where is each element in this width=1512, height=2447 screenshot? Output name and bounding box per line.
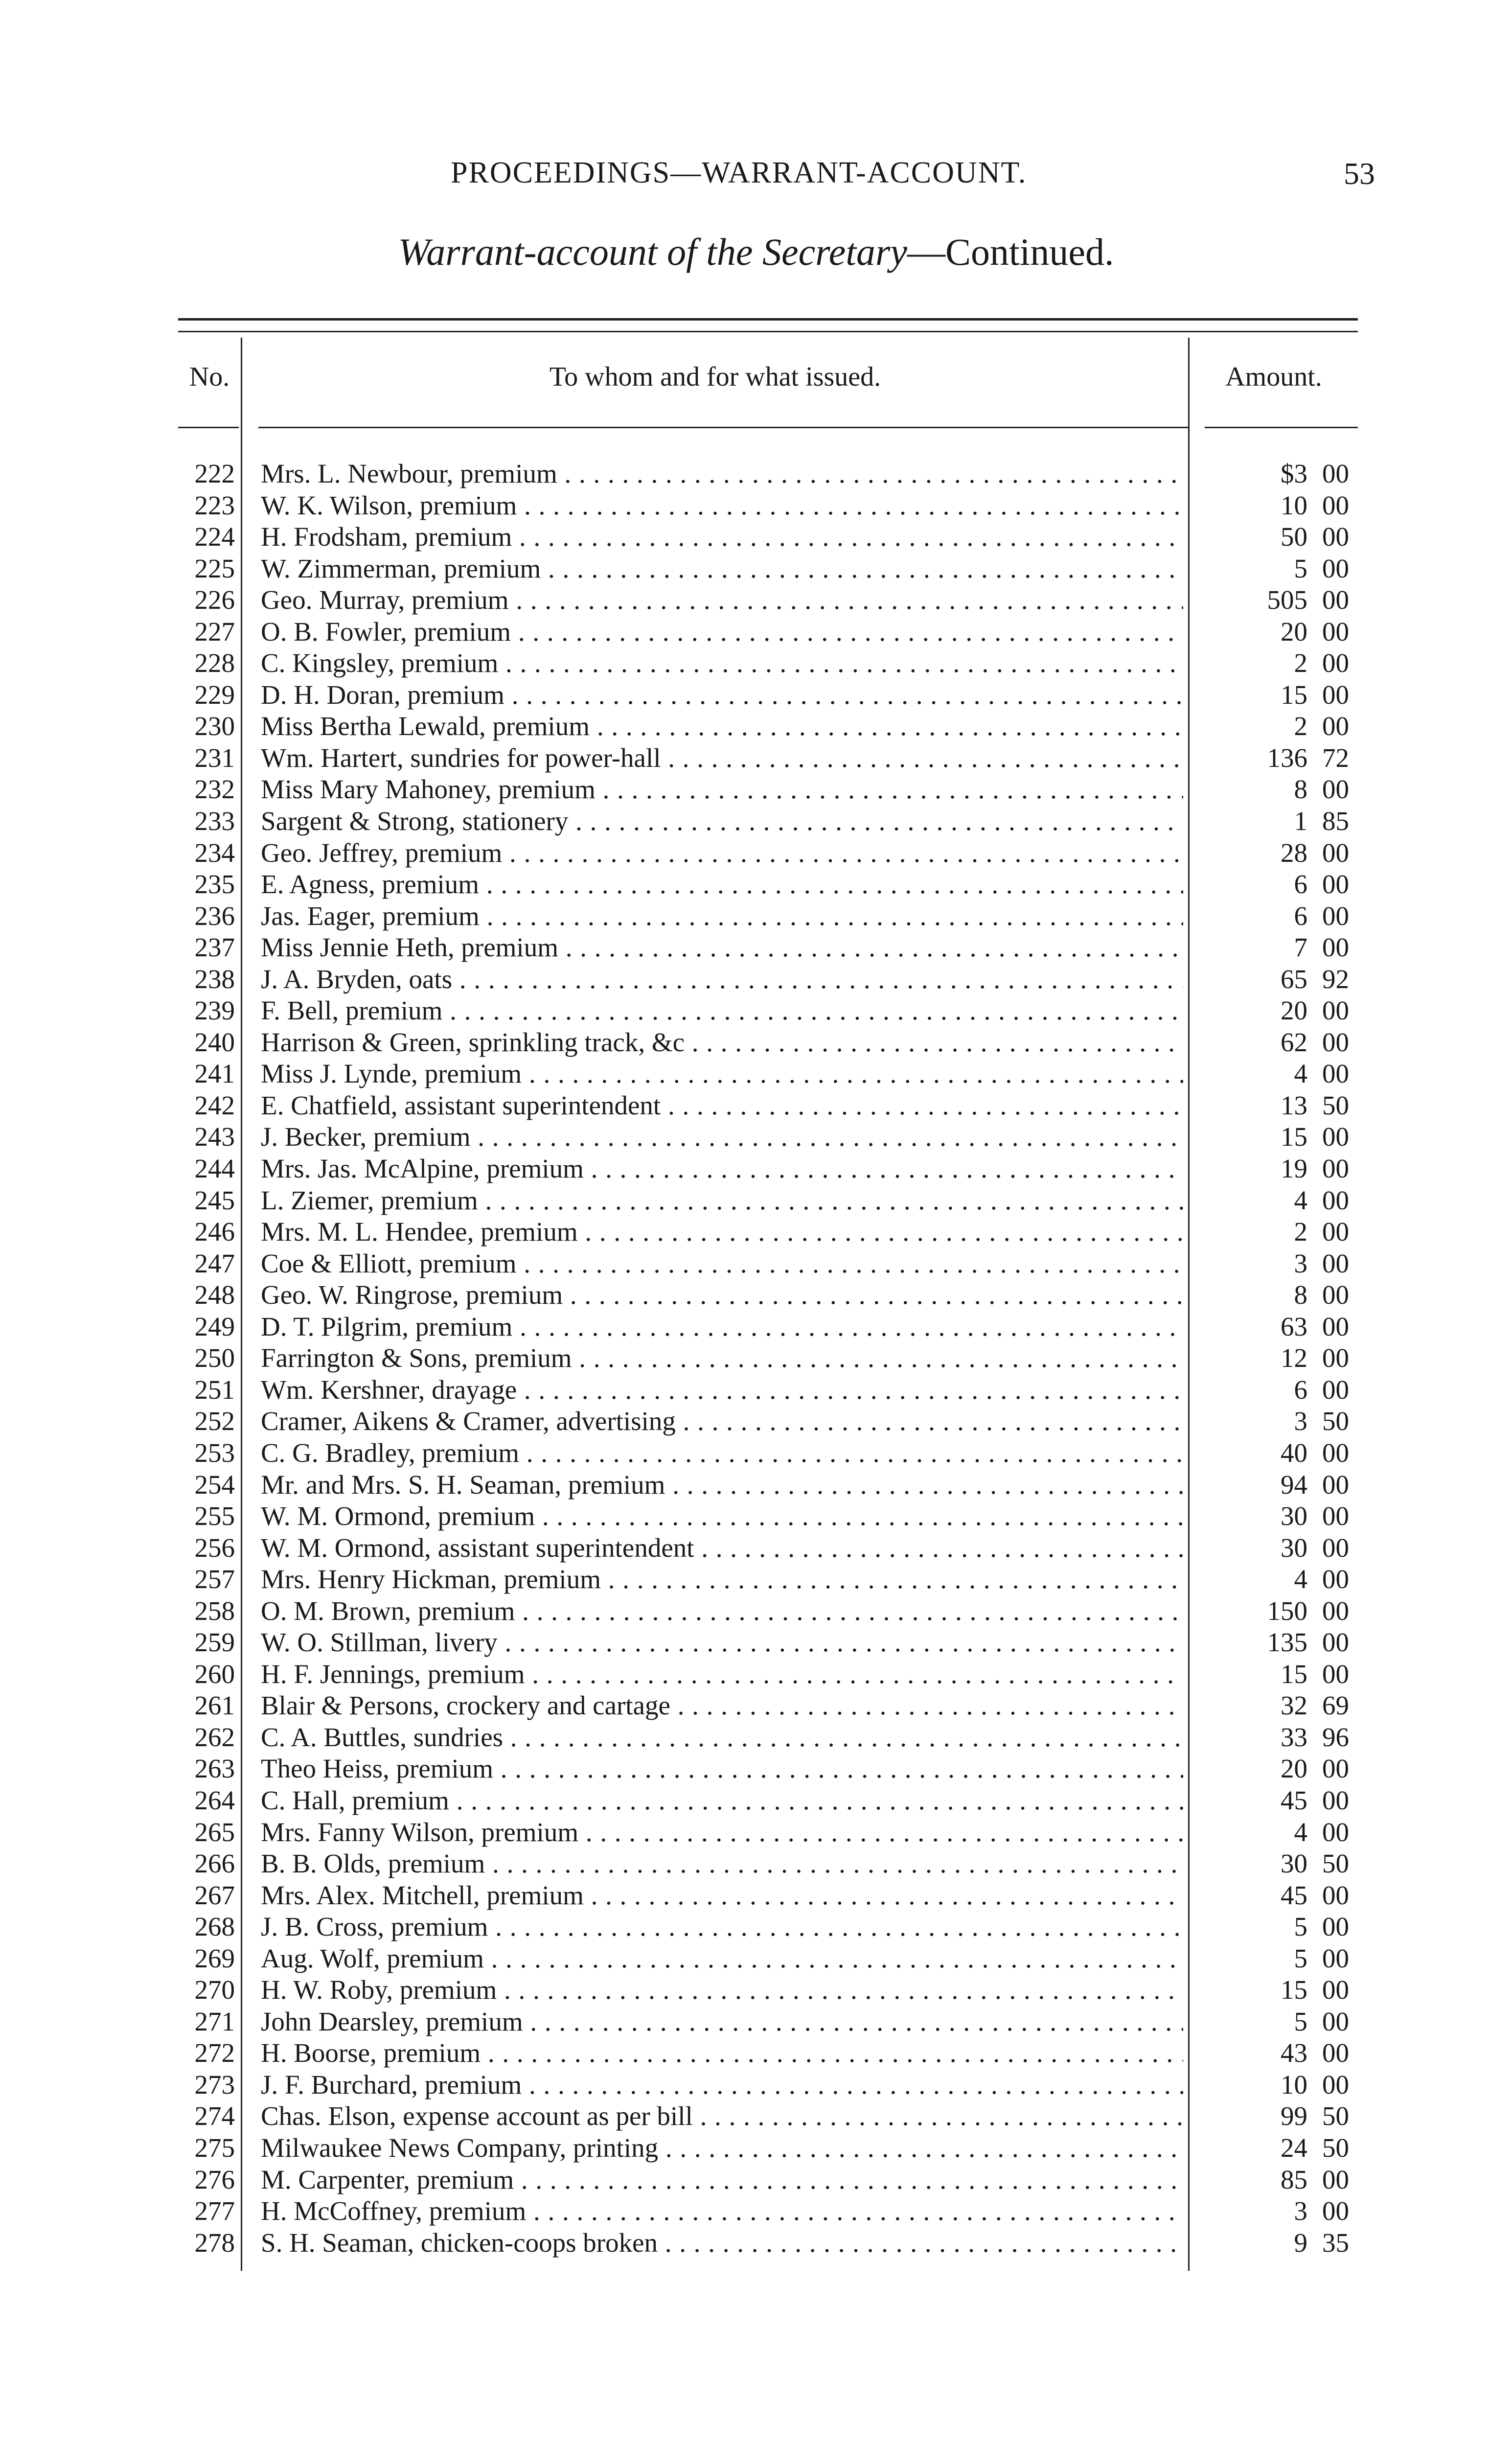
table-row <box>0 1659 1512 1690</box>
table-row <box>0 1595 1512 1627</box>
row-description: J. A. Bryden, oats . . . <box>261 964 1183 995</box>
row-number: 226 <box>194 585 235 615</box>
row-description: J. B. Cross, premium . . . <box>261 1911 1183 1942</box>
row-number: 270 <box>194 1975 235 2005</box>
row-amount-dollars: 6 <box>1294 869 1307 900</box>
row-amount-cents: 00 <box>1322 1532 1349 1563</box>
row-amount-cents: 00 <box>1322 1217 1349 1247</box>
row-amount-dollars: 65 <box>1281 964 1307 994</box>
row-amount-cents: 72 <box>1322 742 1349 773</box>
row-description: B. B. Olds, premium . . . <box>261 1848 1183 1879</box>
row-amount-dollars: 45 <box>1281 1880 1307 1910</box>
row-amount-dollars: 8 <box>1294 1280 1307 1310</box>
row-description: J. Becker, premium . . . <box>261 1121 1183 1153</box>
row-amount-dollars: 150 <box>1267 1595 1307 1626</box>
table-row <box>0 1469 1512 1501</box>
row-amount-dollars: 9 <box>1294 2227 1307 2258</box>
row-number: 254 <box>194 1469 235 1500</box>
row-amount-dollars: 4 <box>1294 1185 1307 1215</box>
row-number: 264 <box>194 1785 235 1815</box>
row-amount-dollars: 15 <box>1281 1975 1307 2005</box>
row-number: 261 <box>194 1690 235 1721</box>
row-number: 251 <box>194 1374 235 1405</box>
row-description: Miss Jennie Heth, premium . . . <box>261 932 1183 963</box>
table-row <box>0 1974 1512 2006</box>
row-number: 249 <box>194 1311 235 1341</box>
row-number: 237 <box>194 932 235 963</box>
row-number: 248 <box>194 1280 235 1310</box>
table-row <box>0 837 1512 869</box>
row-description: H. F. Jennings, premium . . . <box>261 1659 1183 1690</box>
row-description: H. Frodsham, premium . . . <box>261 521 1183 553</box>
row-number: 222 <box>194 459 235 488</box>
row-description: Cramer, Aikens & Cramer, advertising . . . <box>261 1406 1183 1437</box>
row-number: 230 <box>194 711 235 741</box>
row-number: 224 <box>194 522 235 552</box>
row-amount-cents: 00 <box>1322 1659 1349 1689</box>
row-number: 263 <box>194 1754 235 1784</box>
row-amount-dollars: 6 <box>1294 900 1307 931</box>
row-number: 271 <box>194 2006 235 2036</box>
row-amount-dollars: 45 <box>1281 1785 1307 1815</box>
row-description: H. Boorse, premium . . . <box>261 2037 1183 2069</box>
column-header-description: To whom and for what issued. <box>549 362 881 392</box>
table-row <box>0 742 1512 774</box>
row-amount-dollars: 2 <box>1294 648 1307 678</box>
row-description: Coe & Elliott, premium . . . <box>261 1248 1183 1279</box>
row-number: 232 <box>194 774 235 805</box>
row-amount-dollars: 13 <box>1281 1090 1307 1120</box>
table-row <box>0 1817 1512 1848</box>
row-amount-cents: 00 <box>1322 1975 1349 2005</box>
row-amount-dollars: 3 <box>1294 1248 1307 1278</box>
row-amount-cents: 92 <box>1322 964 1349 994</box>
row-description: Blair & Persons, crockery and cartage . . . <box>261 1690 1183 1721</box>
table-row <box>0 2132 1512 2164</box>
row-description: Mrs. Henry Hickman, premium . . . <box>261 1564 1183 1595</box>
top-rule-thick <box>178 318 1358 321</box>
table-row <box>0 1090 1512 1122</box>
row-amount-dollars: 2 <box>1294 1217 1307 1247</box>
row-amount-dollars: 94 <box>1281 1469 1307 1500</box>
row-amount-dollars: 4 <box>1294 1059 1307 1089</box>
table-row <box>0 616 1512 648</box>
row-amount-cents: 00 <box>1322 1437 1349 1468</box>
row-amount-cents: 00 <box>1322 1059 1349 1089</box>
row-number: 239 <box>194 995 235 1026</box>
row-number: 244 <box>194 1154 235 1184</box>
row-number: 245 <box>194 1185 235 1215</box>
row-number: 253 <box>194 1437 235 1468</box>
row-number: 260 <box>194 1659 235 1689</box>
row-amount-dollars: 12 <box>1281 1343 1307 1373</box>
row-number: 266 <box>194 1848 235 1879</box>
row-amount-dollars: 8 <box>1294 774 1307 805</box>
table-row <box>0 2006 1512 2038</box>
row-description: Miss Bertha Lewald, premium . . . <box>261 711 1183 742</box>
table-row <box>0 647 1512 679</box>
row-amount-dollars: 40 <box>1281 1437 1307 1468</box>
row-amount-dollars: $3 <box>1281 459 1307 488</box>
table-row <box>0 521 1512 553</box>
row-description: E. Agness, premium . . . <box>261 869 1183 900</box>
row-description: O. B. Fowler, premium . . . <box>261 616 1183 647</box>
row-number: 265 <box>194 1817 235 1847</box>
row-number: 274 <box>194 2101 235 2131</box>
row-number: 273 <box>194 2069 235 2100</box>
header-rule-amount <box>1205 427 1358 428</box>
row-description: Miss J. Lynde, premium . . . <box>261 1058 1183 1089</box>
row-number: 227 <box>194 616 235 646</box>
table-row <box>0 1753 1512 1785</box>
row-amount-cents: 85 <box>1322 806 1349 836</box>
row-amount-cents: 69 <box>1322 1690 1349 1721</box>
row-number: 259 <box>194 1627 235 1658</box>
table-row <box>0 2195 1512 2227</box>
table-row <box>0 1501 1512 1532</box>
table-row <box>0 1027 1512 1059</box>
row-amount-dollars: 62 <box>1281 1027 1307 1057</box>
row-amount-cents: 00 <box>1322 1280 1349 1310</box>
table-row <box>0 806 1512 837</box>
table-row <box>0 1216 1512 1248</box>
row-amount-cents: 00 <box>1322 522 1349 552</box>
table-row <box>0 1185 1512 1217</box>
row-amount-dollars: 10 <box>1281 490 1307 520</box>
table-row <box>0 1374 1512 1406</box>
table-row <box>0 1722 1512 1754</box>
row-amount-cents: 00 <box>1322 1374 1349 1405</box>
row-amount-cents: 00 <box>1322 1122 1349 1152</box>
row-description: H. McCoffney, premium . . . <box>261 2195 1183 2227</box>
table-row <box>0 869 1512 900</box>
table-row <box>0 1690 1512 1722</box>
row-number: 235 <box>194 869 235 900</box>
row-description: Sargent & Strong, stationery . . . <box>261 806 1183 837</box>
row-amount-cents: 00 <box>1322 1154 1349 1184</box>
row-description: Wm. Kershner, drayage . . . <box>261 1374 1183 1406</box>
row-description: W. Zimmerman, premium . . . <box>261 553 1183 584</box>
row-number: 241 <box>194 1059 235 1089</box>
table-row <box>0 1532 1512 1564</box>
table-row <box>0 900 1512 932</box>
row-description: Geo. W. Ringrose, premium . . . <box>261 1279 1183 1311</box>
row-description: C. Hall, premium . . . <box>261 1785 1183 1816</box>
row-amount-cents: 00 <box>1322 585 1349 615</box>
row-amount-cents: 00 <box>1322 2006 1349 2036</box>
table-row <box>0 1848 1512 1880</box>
table-row <box>0 584 1512 616</box>
table-title-continued: —Continued. <box>907 231 1114 273</box>
row-number: 252 <box>194 1406 235 1436</box>
row-amount-dollars: 30 <box>1281 1532 1307 1563</box>
row-amount-dollars: 3 <box>1294 1406 1307 1436</box>
row-amount-dollars: 28 <box>1281 837 1307 868</box>
row-amount-dollars: 33 <box>1281 1722 1307 1752</box>
row-number: 267 <box>194 1880 235 1910</box>
row-amount-dollars: 10 <box>1281 2069 1307 2100</box>
row-amount-dollars: 5 <box>1294 2006 1307 2036</box>
row-amount-dollars: 6 <box>1294 1374 1307 1405</box>
row-description: E. Chatfield, assistant superintendent . . . <box>261 1090 1183 1121</box>
row-amount-dollars: 4 <box>1294 1564 1307 1594</box>
row-amount-dollars: 19 <box>1281 1154 1307 1184</box>
row-description: F. Bell, premium . . . <box>261 995 1183 1026</box>
row-description: Geo. Murray, premium . . . <box>261 584 1183 616</box>
row-description: W. M. Ormond, premium . . . <box>261 1501 1183 1532</box>
row-amount-cents: 50 <box>1322 2101 1349 2131</box>
row-number: 246 <box>194 1217 235 1247</box>
row-description: Mrs. L. Newbour, premium . . . <box>261 458 1183 489</box>
table-row <box>0 1311 1512 1343</box>
row-description: Miss Mary Mahoney, premium . . . <box>261 774 1183 805</box>
row-amount-cents: 00 <box>1322 2196 1349 2226</box>
row-amount-cents: 00 <box>1322 1248 1349 1278</box>
row-description: Mrs. Fanny Wilson, premium . . . <box>261 1817 1183 1848</box>
row-description: L. Ziemer, premium . . . <box>261 1185 1183 1216</box>
row-amount-dollars: 43 <box>1281 2038 1307 2068</box>
table-row <box>0 711 1512 742</box>
row-number: 231 <box>194 742 235 773</box>
table-row <box>0 2037 1512 2069</box>
row-amount-cents: 00 <box>1322 711 1349 741</box>
row-amount-dollars: 5 <box>1294 1943 1307 1973</box>
row-amount-dollars: 4 <box>1294 1817 1307 1847</box>
table-row <box>0 964 1512 995</box>
row-amount-cents: 00 <box>1322 1880 1349 1910</box>
row-amount-cents: 00 <box>1322 1469 1349 1500</box>
table-row <box>0 1406 1512 1437</box>
row-amount-cents: 00 <box>1322 1027 1349 1057</box>
row-amount-dollars: 3 <box>1294 2196 1307 2226</box>
row-amount-cents: 96 <box>1322 1722 1349 1752</box>
table-row <box>0 1248 1512 1280</box>
row-amount-cents: 00 <box>1322 1311 1349 1341</box>
table-row <box>0 1121 1512 1153</box>
row-description: Aug. Wolf, premium . . . <box>261 1943 1183 1974</box>
table-row <box>0 1943 1512 1975</box>
row-number: 242 <box>194 1090 235 1120</box>
table-row <box>0 1785 1512 1817</box>
row-description: Wm. Hartert, sundries for power-hall . . . <box>261 742 1183 774</box>
row-amount-cents: 00 <box>1322 869 1349 900</box>
row-amount-cents: 50 <box>1322 1848 1349 1879</box>
row-amount-cents: 00 <box>1322 774 1349 805</box>
row-description: C. A. Buttles, sundries . . . <box>261 1722 1183 1753</box>
row-description: Mrs. M. L. Hendee, premium . . . <box>261 1216 1183 1247</box>
table-row <box>0 1058 1512 1090</box>
row-amount-cents: 00 <box>1322 1501 1349 1531</box>
row-number: 250 <box>194 1343 235 1373</box>
row-description: S. H. Seaman, chicken-coops broken . . . <box>261 2227 1183 2259</box>
table-row <box>0 2101 1512 2132</box>
row-number: 243 <box>194 1122 235 1152</box>
table-row <box>0 1342 1512 1374</box>
row-amount-dollars: 15 <box>1281 1122 1307 1152</box>
row-amount-dollars: 2 <box>1294 711 1307 741</box>
row-description: C. G. Bradley, premium . . . <box>261 1437 1183 1469</box>
row-amount-cents: 00 <box>1322 1185 1349 1215</box>
row-description: D. T. Pilgrim, premium . . . <box>261 1311 1183 1342</box>
row-description: Geo. Jeffrey, premium . . . <box>261 837 1183 869</box>
row-amount-dollars: 7 <box>1294 932 1307 963</box>
row-amount-cents: 00 <box>1322 995 1349 1026</box>
row-description: Milwaukee News Company, printing . . . <box>261 2132 1183 2164</box>
row-description: Theo Heiss, premium . . . <box>261 1753 1183 1784</box>
row-description: Mr. and Mrs. S. H. Seaman, premium . . . <box>261 1469 1183 1501</box>
row-amount-dollars: 20 <box>1281 1754 1307 1784</box>
table-row <box>0 1880 1512 1912</box>
column-header-no: No. <box>189 362 230 392</box>
row-number: 233 <box>194 806 235 836</box>
table-row <box>0 1437 1512 1469</box>
row-amount-dollars: 1 <box>1294 806 1307 836</box>
row-amount-dollars: 20 <box>1281 995 1307 1026</box>
row-number: 257 <box>194 1564 235 1594</box>
row-amount-dollars: 50 <box>1281 522 1307 552</box>
row-amount-cents: 35 <box>1322 2227 1349 2258</box>
table-row <box>0 553 1512 585</box>
row-amount-dollars: 99 <box>1281 2101 1307 2131</box>
row-amount-cents: 00 <box>1322 1785 1349 1815</box>
row-amount-cents: 00 <box>1322 1343 1349 1373</box>
column-header-amount: Amount. <box>1225 362 1322 392</box>
row-amount-dollars: 30 <box>1281 1848 1307 1879</box>
row-amount-dollars: 5 <box>1294 553 1307 583</box>
table-title-italic: Warrant-account of the Secretary <box>398 231 907 273</box>
row-description: Farrington & Sons, premium . . . <box>261 1342 1183 1374</box>
row-amount-dollars: 63 <box>1281 1311 1307 1341</box>
row-amount-cents: 00 <box>1322 679 1349 710</box>
row-amount-dollars: 32 <box>1281 1690 1307 1721</box>
row-amount-dollars: 15 <box>1281 679 1307 710</box>
row-description: D. H. Doran, premium . . . <box>261 679 1183 711</box>
table-row <box>0 995 1512 1027</box>
row-amount-dollars: 15 <box>1281 1659 1307 1689</box>
row-amount-cents: 00 <box>1322 837 1349 868</box>
row-amount-cents: 00 <box>1322 553 1349 583</box>
table-row <box>0 458 1512 490</box>
row-amount-cents: 00 <box>1322 616 1349 646</box>
row-description: Mrs. Jas. McAlpine, premium . . . <box>261 1153 1183 1184</box>
row-number: 255 <box>194 1501 235 1531</box>
row-description: Mrs. Alex. Mitchell, premium . . . <box>261 1880 1183 1911</box>
row-amount-cents: 00 <box>1322 1943 1349 1973</box>
row-amount-dollars: 135 <box>1267 1627 1307 1658</box>
warrant-table-body <box>0 458 1512 2259</box>
table-row <box>0 2164 1512 2196</box>
row-number: 223 <box>194 490 235 520</box>
row-amount-cents: 00 <box>1322 1627 1349 1658</box>
page-number: 53 <box>1344 156 1375 191</box>
row-amount-cents: 00 <box>1322 1817 1349 1847</box>
row-amount-dollars: 30 <box>1281 1501 1307 1531</box>
row-number: 275 <box>194 2132 235 2163</box>
row-number: 272 <box>194 2038 235 2068</box>
table-row <box>0 2227 1512 2259</box>
header-rule-description <box>258 427 1188 428</box>
row-number: 247 <box>194 1248 235 1278</box>
row-number: 256 <box>194 1532 235 1563</box>
row-amount-dollars: 5 <box>1294 1912 1307 1942</box>
row-amount-cents: 00 <box>1322 2038 1349 2068</box>
row-description: O. M. Brown, premium . . . <box>261 1595 1183 1627</box>
row-number: 278 <box>194 2227 235 2258</box>
row-amount-dollars: 505 <box>1267 585 1307 615</box>
row-description: W. M. Ormond, assistant superintendent . . . <box>261 1532 1183 1564</box>
row-description: C. Kingsley, premium . . . <box>261 647 1183 679</box>
row-amount-cents: 50 <box>1322 1090 1349 1120</box>
row-number: 240 <box>194 1027 235 1057</box>
row-number: 276 <box>194 2164 235 2194</box>
row-amount-dollars: 85 <box>1281 2164 1307 2194</box>
row-amount-cents: 00 <box>1322 1912 1349 1942</box>
table-title <box>0 230 1512 274</box>
row-number: 225 <box>194 553 235 583</box>
row-number: 258 <box>194 1595 235 1626</box>
row-amount-cents: 00 <box>1322 2164 1349 2194</box>
row-number: 268 <box>194 1912 235 1942</box>
row-number: 236 <box>194 900 235 931</box>
row-amount-cents: 00 <box>1322 1595 1349 1626</box>
row-number: 238 <box>194 964 235 994</box>
row-amount-cents: 00 <box>1322 490 1349 520</box>
row-description: H. W. Roby, premium . . . <box>261 1974 1183 2006</box>
row-amount-cents: 50 <box>1322 1406 1349 1436</box>
row-amount-cents: 00 <box>1322 1564 1349 1594</box>
row-number: 234 <box>194 837 235 868</box>
table-row <box>0 679 1512 711</box>
table-row <box>0 2069 1512 2101</box>
top-rule-thin <box>178 331 1358 332</box>
row-description: John Dearsley, premium . . . <box>261 2006 1183 2037</box>
table-row <box>0 490 1512 522</box>
row-description: Chas. Elson, expense account as per bill . . . <box>261 2101 1183 2132</box>
running-head: PROCEEDINGS—WARRANT-ACCOUNT. <box>451 156 1027 189</box>
header-rule-no <box>178 427 239 428</box>
row-number: 269 <box>194 1943 235 1973</box>
row-number: 277 <box>194 2196 235 2226</box>
row-description: M. Carpenter, premium . . . <box>261 2164 1183 2195</box>
row-amount-dollars: 24 <box>1281 2132 1307 2163</box>
row-amount-cents: 00 <box>1322 459 1349 488</box>
table-row <box>0 932 1512 964</box>
table-row <box>0 774 1512 806</box>
table-row <box>0 1279 1512 1311</box>
row-amount-cents: 00 <box>1322 1754 1349 1784</box>
row-amount-cents: 00 <box>1322 648 1349 678</box>
row-description: Jas. Eager, premium . . . <box>261 900 1183 932</box>
row-description: J. F. Burchard, premium . . . <box>261 2069 1183 2101</box>
table-row <box>0 1627 1512 1659</box>
row-description: W. O. Stillman, livery . . . <box>261 1627 1183 1658</box>
table-row <box>0 1564 1512 1595</box>
table-row <box>0 1911 1512 1943</box>
row-amount-dollars: 20 <box>1281 616 1307 646</box>
row-number: 228 <box>194 648 235 678</box>
row-number: 229 <box>194 679 235 710</box>
table-row <box>0 1153 1512 1185</box>
row-amount-cents: 00 <box>1322 2069 1349 2100</box>
row-description: Harrison & Green, sprinkling track, &c . . . <box>261 1027 1183 1058</box>
row-description: W. K. Wilson, premium . . . <box>261 490 1183 521</box>
row-amount-dollars: 136 <box>1267 742 1307 773</box>
row-amount-cents: 00 <box>1322 932 1349 963</box>
row-number: 262 <box>194 1722 235 1752</box>
row-amount-cents: 00 <box>1322 900 1349 931</box>
row-amount-cents: 50 <box>1322 2132 1349 2163</box>
